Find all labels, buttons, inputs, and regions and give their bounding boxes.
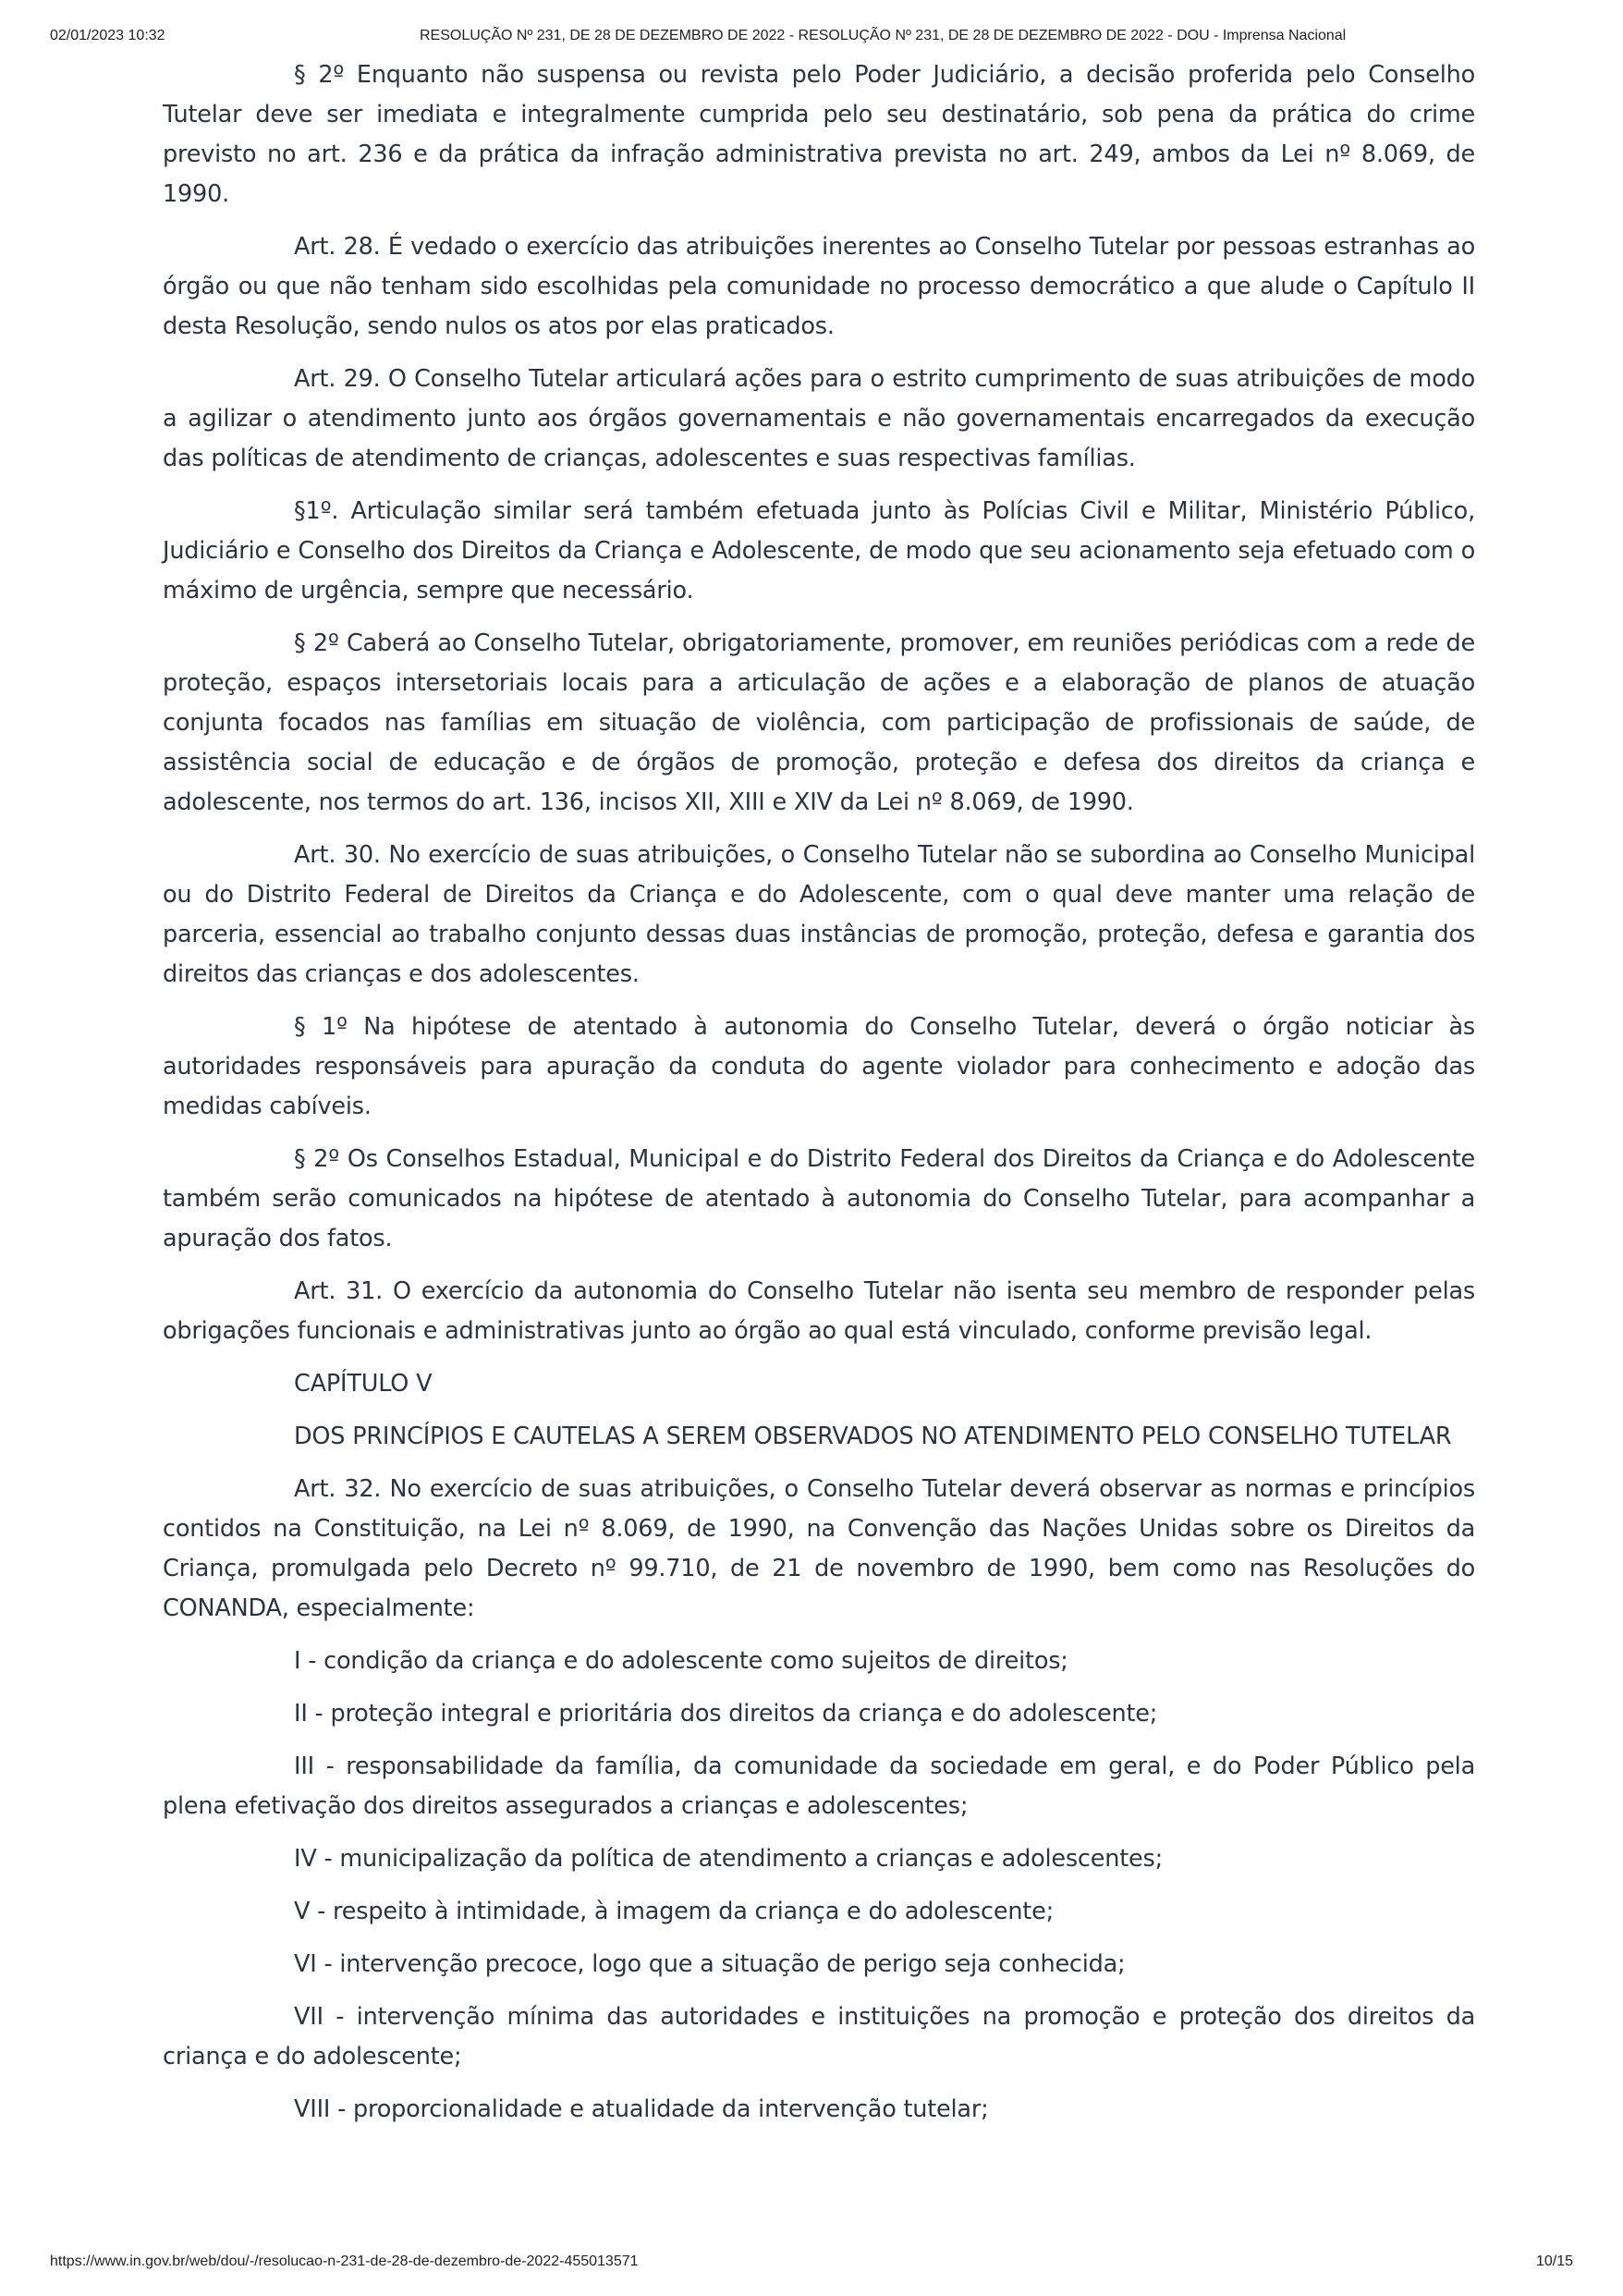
page-number: 10/15 (1535, 2253, 1573, 2269)
print-footer (50, 2253, 1573, 2276)
list-item: VIII - proporcionalidade e atualidade da intervenção tutelar; (294, 2095, 989, 2123)
paragraph: Art. 28. É vedado o exercício das atribuições inerentes ao Conselho Tutelar por pessoas estranhas ao órgão ou que não tenham sido escolhidas pela comunidade no processo democrático a que alude o Capítulo II desta Resolução, sendo nulos os atos por elas praticados. (163, 233, 1475, 340)
print-header (50, 28, 1573, 50)
print-title: RESOLUÇÃO Nº 231, DE 28 DE DEZEMBRO DE 2022 - RESOLUÇÃO Nº 231, DE 28 DE DEZEMBRO DE 2022 - DOU - Imprensa Nacional (420, 28, 1347, 43)
list-item: VI - intervenção precoce, logo que a situação de perigo seja conhecida; (294, 1950, 1126, 1978)
paragraph: Art. 30. No exercício de suas atribuições, o Conselho Tutelar não se subordina ao Conselho Municipal ou do Distrito Federal de Direitos da Criança e do Adolescente, com o qual deve manter uma relação de parceria, essencial ao trabalho conjunto dessas duas instâncias de promoção, proteção, defesa e garantia dos direitos das crianças e dos adolescentes. (163, 841, 1475, 988)
paragraph: §1º. Articulação similar será também efetuada junto às Polícias Civil e Militar, Ministério Público, Judiciário e Conselho dos Direitos da Criança e Adolescente, de modo que seu acionamento seja efetuado com o máximo de urgência, sempre que necessário. (163, 497, 1475, 605)
paragraph: § 2º Enquanto não suspensa ou revista pelo Poder Judiciário, a decisão proferida pelo Conselho Tutelar deve ser imediata e integralmente cumprida pelo seu destinatário, sob pena da prática do crime previsto no art. 236 e da prática da infração administrativa prevista no art. 249, ambos da Lei nº 8.069, de 1990. (163, 61, 1475, 208)
paragraph: Art. 31. O exercício da autonomia do Conselho Tutelar não isenta seu membro de responder pelas obrigações funcionais e administrativas junto ao órgão ao qual está vinculado, conforme previsão legal. (163, 1277, 1475, 1345)
list-item: IV - municipalização da política de atendimento a crianças e adolescentes; (294, 1845, 1163, 1873)
chapter-heading: CAPÍTULO V (294, 1370, 433, 1398)
paragraph: § 2º Os Conselhos Estadual, Municipal e do Distrito Federal dos Direitos da Criança e do Adolescente também serão comunicados na hipótese de atentado à autonomia do Conselho Tutelar, para acompanhar a apuração dos fatos. (163, 1145, 1475, 1252)
list-item: VII - intervenção mínima das autoridades e instituições na promoção e proteção dos direitos da criança e do adolescente; (163, 2003, 1475, 2070)
list-item: II - proteção integral e prioritária dos direitos da criança e do adolescente; (294, 1700, 1158, 1728)
paragraph: § 1º Na hipótese de atentado à autonomia do Conselho Tutelar, deverá o órgão noticiar às autoridades responsáveis para apuração da conduta do agente violador para conhecimento e adoção das medidas cabíveis. (163, 1013, 1475, 1120)
print-datetime: 02/01/2023 10:32 (50, 28, 165, 43)
chapter-title: DOS PRINCÍPIOS E CAUTELAS A SEREM OBSERVADOS NO ATENDIMENTO PELO CONSELHO TUTELAR (294, 1423, 1452, 1450)
list-item: III - responsabilidade da família, da comunidade da sociedade em geral, e do Poder Público pela plena efetivação dos direitos assegurados a crianças e adolescentes; (163, 1753, 1475, 1820)
paragraph: Art. 29. O Conselho Tutelar articulará ações para o estrito cumprimento de suas atribuições de modo a agilizar o atendimento junto aos órgãos governamentais e não governamentais encarregados da execução das políticas de atendimento de crianças, adolescentes e suas respectivas famílias. (163, 365, 1475, 472)
list-item: V - respeito à intimidade, à imagem da criança e do adolescente; (294, 1898, 1054, 1925)
paragraph: § 2º Caberá ao Conselho Tutelar, obrigatoriamente, promover, em reuniões periódicas com a rede de proteção, espaços intersetoriais locais para a articulação de ações e a elaboração de planos de atuação conjunta focados nas famílias em situação de violência, com participação de profissionais de saúde, de assistência social de educação e de órgãos de promoção, proteção e defesa dos direitos da criança e adolescente, nos termos do art. 136, incisos XII, XIII e XIV da Lei nº 8.069, de 1990. (163, 629, 1475, 816)
list-item: I - condição da criança e do adolescente como sujeitos de direitos; (294, 1647, 1068, 1675)
paragraph: Art. 32. No exercício de suas atribuições, o Conselho Tutelar deverá observar as normas e princípios contidos na Constituição, na Lei nº 8.069, de 1990, na Convenção das Nações Unidas sobre os Direitos da Criança, promulgada pelo Decreto nº 99.710, de 21 de novembro de 1990, bem como nas Resoluções do CONANDA, especialmente: (163, 1475, 1475, 1622)
document-body (163, 55, 1475, 2143)
source-url[interactable]: https://www.in.gov.br/web/dou/-/resolucao-n-231-de-28-de-dezembro-de-2022-455013571 (50, 2253, 639, 2269)
